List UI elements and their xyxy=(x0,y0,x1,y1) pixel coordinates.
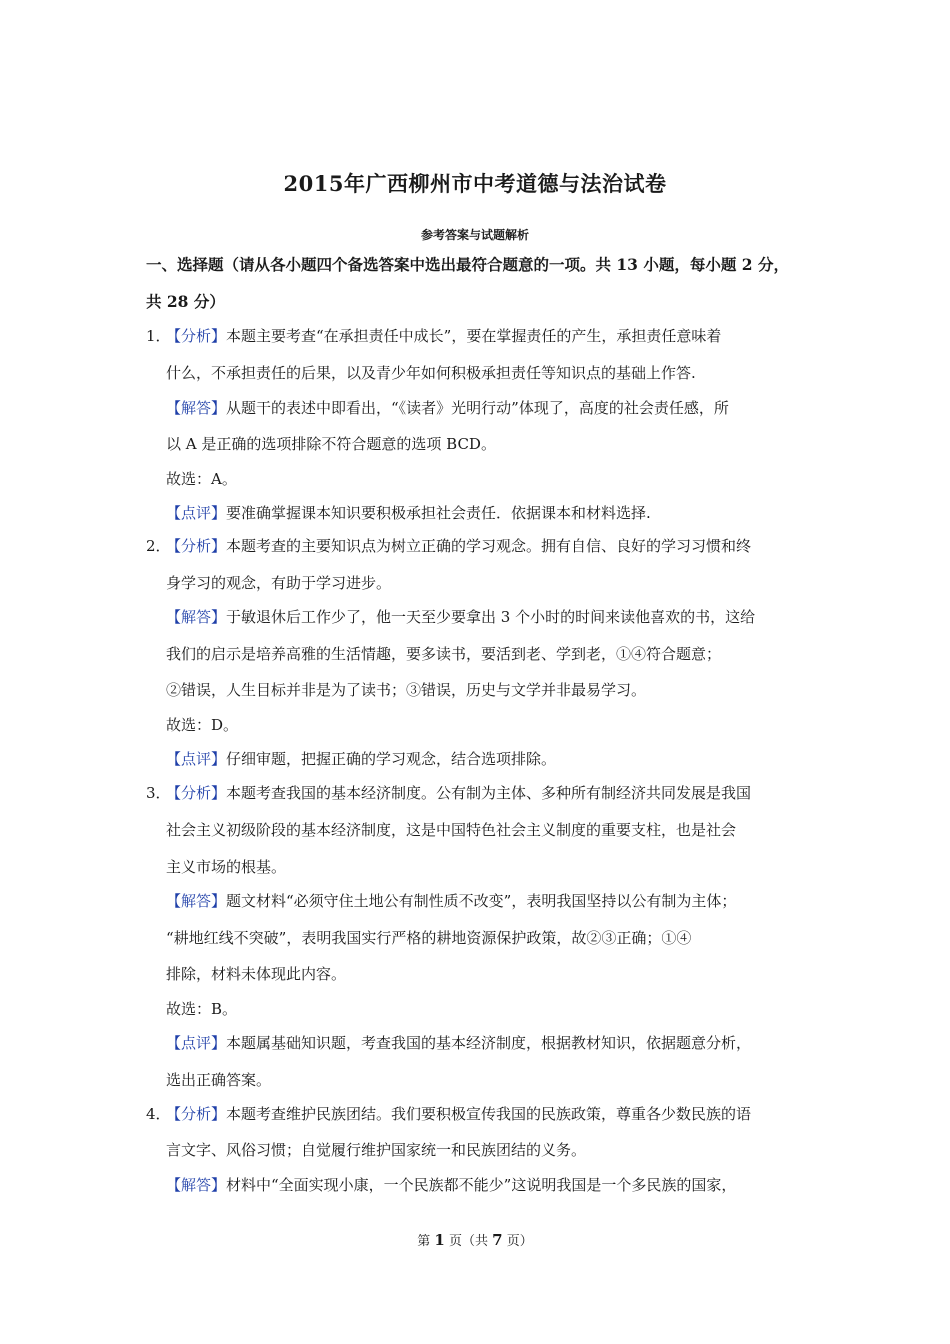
q3-analysis xyxy=(166,783,751,803)
q3-solution-text: 题文材料“必须守住土地公有制性质不改变”，表明我国坚持以公有制为主体； xyxy=(226,892,737,910)
q3-comment-text: 本题属基础知识题，考查我国的基本经济制度，根据教材知识，依据题意分析， xyxy=(226,1034,752,1052)
page-subtitle: 参考答案与试题解析 xyxy=(420,228,529,242)
q4-solution xyxy=(166,1175,736,1195)
q1-comment-text: 要准确掌握课本知识要积极承担社会责任．依据课本和材料选择. xyxy=(226,504,651,522)
q3-analysis-line3: 主义市场的根基。 xyxy=(166,858,287,876)
q2-solution-line3: ②错误，人生目标并非是为了读书；③错误，历史与文学并非最易学习。 xyxy=(166,681,647,699)
footer-prefix: 第 xyxy=(417,1234,435,1249)
page-footer xyxy=(0,1230,950,1249)
section-heading: 一、选择题（请从各小题四个备选答案中选出最符合题意的一项。共 13 小题，每小题 2 分， xyxy=(146,255,789,274)
question-number: 2． xyxy=(146,537,171,555)
total-pages-number: 7 xyxy=(492,1231,503,1249)
q3-comment xyxy=(166,1033,751,1053)
current-page-number: 1 xyxy=(434,1231,445,1249)
q1-analysis-line2: 什么，不承担责任的后果，以及青少年如何积极承担责任等知识点的基础上作答. xyxy=(166,364,696,382)
analysis-tag: 【分析】 xyxy=(166,784,227,802)
section-heading-cont: 共 28 分） xyxy=(146,292,225,311)
q2-solution xyxy=(166,607,755,627)
q3-analysis-text: 本题考查我国的基本经济制度。公有制为主体、多种所有制经济共同发展是我国 xyxy=(226,784,752,802)
footer-middle: 页（共 xyxy=(444,1234,493,1249)
q2-analysis-line2: 身学习的观念，有助于学习进步。 xyxy=(166,574,392,592)
question-number: 1． xyxy=(146,327,171,345)
q2-comment xyxy=(166,749,556,769)
q1-choice: 故选：A。 xyxy=(166,470,237,488)
q2-solution-line2: 我们的启示是培养高雅的生活情趣，要多读书，要活到老、学到老，①④符合题意； xyxy=(166,645,722,663)
q4-analysis-line2: 言文字、风俗习惯；自觉履行维护国家统一和民族团结的义务。 xyxy=(166,1141,587,1159)
analysis-tag: 【分析】 xyxy=(166,327,227,345)
q3-comment-line2: 选出正确答案。 xyxy=(166,1071,272,1089)
q1-analysis-text: 本题主要考查“在承担责任中成长”，要在掌握责任的产生，承担责任意味着 xyxy=(226,327,722,345)
analysis-tag: 【分析】 xyxy=(166,537,227,555)
q1-analysis xyxy=(166,326,721,346)
question-number: 3． xyxy=(146,784,171,802)
q2-choice: 故选：D。 xyxy=(166,716,239,734)
question-number: 4． xyxy=(146,1105,171,1123)
comment-tag: 【点评】 xyxy=(166,504,227,522)
answer-tag: 【解答】 xyxy=(166,399,227,417)
footer-suffix: 页） xyxy=(502,1234,533,1249)
q4-solution-text: 材料中“全面实现小康，一个民族都不能少”这说明我国是一个多民族的国家， xyxy=(226,1176,737,1194)
analysis-tag: 【分析】 xyxy=(166,1105,227,1123)
q2-solution-text: 于敏退休后工作少了，他一天至少要拿出 3 个小时的时间来读他喜欢的书，这给 xyxy=(226,608,756,626)
answer-tag: 【解答】 xyxy=(166,892,227,910)
page-title: 2015年广西柳州市中考道德与法治试卷 xyxy=(283,171,667,196)
q3-choice: 故选：B。 xyxy=(166,1000,238,1018)
answer-tag: 【解答】 xyxy=(166,608,227,626)
q2-comment-text: 仔细审题，把握正确的学习观念，结合选项排除。 xyxy=(226,750,557,768)
q3-solution xyxy=(166,891,736,911)
comment-tag: 【点评】 xyxy=(166,750,227,768)
answer-tag: 【解答】 xyxy=(166,1176,227,1194)
q1-solution-line2: 以 A 是正确的选项排除不符合题意的选项 BCD。 xyxy=(166,435,496,453)
q3-analysis-line2: 社会主义初级阶段的基本经济制度，这是中国特色社会主义制度的重要支柱，也是社会 xyxy=(166,821,737,839)
q3-solution-line2: “耕地红线不突破”，表明我国实行严格的耕地资源保护政策，故②③正确；①④ xyxy=(166,929,692,947)
q2-analysis-text: 本题考查的主要知识点为树立正确的学习观念。拥有自信、良好的学习习惯和终 xyxy=(226,537,752,555)
q1-comment xyxy=(166,503,651,523)
comment-tag: 【点评】 xyxy=(166,1034,227,1052)
q4-analysis-text: 本题考查维护民族团结。我们要积极宣传我国的民族政策，尊重各少数民族的语 xyxy=(226,1105,752,1123)
q4-analysis xyxy=(166,1104,751,1124)
q2-analysis xyxy=(166,536,751,556)
q1-solution-text: 从题干的表述中即看出，“《读者》光明行动”体现了，高度的社会责任感，所 xyxy=(226,399,729,417)
q1-solution xyxy=(166,398,729,418)
q3-solution-line3: 排除，材料未体现此内容。 xyxy=(166,965,347,983)
